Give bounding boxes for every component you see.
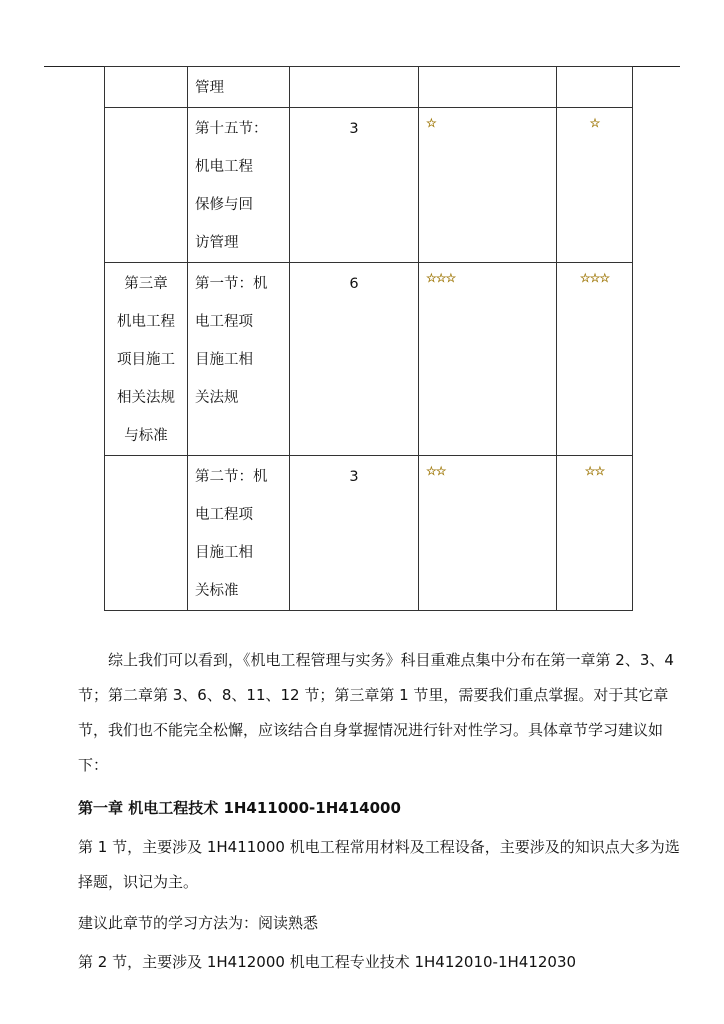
table-row (105, 67, 633, 108)
section-line: 第二节：机 (195, 469, 268, 485)
chapter-line: 相关法规 (117, 390, 175, 406)
section-line: 保修与回 (195, 197, 253, 213)
section-line: 访管理 (195, 235, 239, 251)
difficulty-cell (557, 456, 633, 611)
importance-cell (419, 263, 557, 456)
chapter-line: 项目施工 (117, 352, 175, 368)
section-line: 关标准 (195, 583, 239, 599)
chapter-line: 机电工程 (117, 314, 175, 330)
star-icon: ☆☆ (426, 464, 446, 478)
section1-paragraph: 第 1 节，主要涉及 1H411000 机电工程常用材料及工程设备，主要涉及的知识点大多为选择题，识记为主。 (78, 838, 680, 891)
section-line: 机电工程 (195, 159, 253, 175)
section-line: 管理 (195, 80, 224, 96)
table-row (105, 456, 633, 611)
star-icon: ☆ (426, 116, 436, 130)
section-line: 目施工相 (195, 545, 253, 561)
chapter-cell (105, 67, 188, 108)
section2-paragraph: 第 2 节，主要涉及 1H412000 机电工程专业技术 1H412010-1H412030 (78, 953, 577, 971)
difficulty-cell (557, 263, 633, 456)
chapter-cell (105, 456, 188, 611)
star-icon: ☆☆☆ (426, 271, 456, 285)
importance-cell (419, 108, 557, 263)
section-line: 目施工相 (195, 352, 253, 368)
section-line: 电工程项 (195, 507, 253, 523)
star-icon: ☆ (589, 116, 600, 130)
importance-cell (419, 67, 557, 108)
section-line: 第一节：机 (195, 276, 268, 292)
chapter-cell (105, 263, 188, 456)
chapter1-heading: 第一章 机电工程技术 1H411000-1H414000 (78, 799, 401, 817)
summary-paragraph: 综上我们可以看到，《机电工程管理与实务》科目重难点集中分布在第一章第 2、3、4 节；第二章第 3、6、8、11、12 节；第三章第 1 节里，需要我们重点掌握。对于其它章节，我们也不能完全松懈，应该结合自身掌握情况进行针对性学习。具体章节学习建议如下： (78, 651, 674, 774)
star-icon: ☆☆☆ (579, 271, 610, 285)
section-cell (188, 456, 290, 611)
section-line: 关法规 (195, 390, 239, 406)
hours-cell (290, 67, 419, 108)
section-cell (188, 108, 290, 263)
hours-value: 6 (349, 276, 359, 292)
difficulty-cell (557, 108, 633, 263)
section-line: 电工程项 (195, 314, 253, 330)
hours-cell (290, 456, 419, 611)
hours-value: 3 (349, 469, 359, 485)
section-cell (188, 67, 290, 108)
section-line: 第十五节： (195, 121, 268, 137)
chapter-cell (105, 108, 188, 263)
chapter-line: 与标准 (124, 428, 168, 444)
difficulty-cell (557, 67, 633, 108)
section-cell (188, 263, 290, 456)
table-row (105, 108, 633, 263)
table-row (105, 263, 633, 456)
hours-cell (290, 263, 419, 456)
method1-paragraph: 建议此章节的学习方法为：阅读熟悉 (78, 914, 319, 932)
importance-cell (419, 456, 557, 611)
hours-value: 3 (349, 121, 359, 137)
hours-cell (290, 108, 419, 263)
chapter-line: 第三章 (124, 276, 168, 292)
study-plan-table (104, 66, 633, 611)
star-icon: ☆☆ (584, 464, 605, 478)
